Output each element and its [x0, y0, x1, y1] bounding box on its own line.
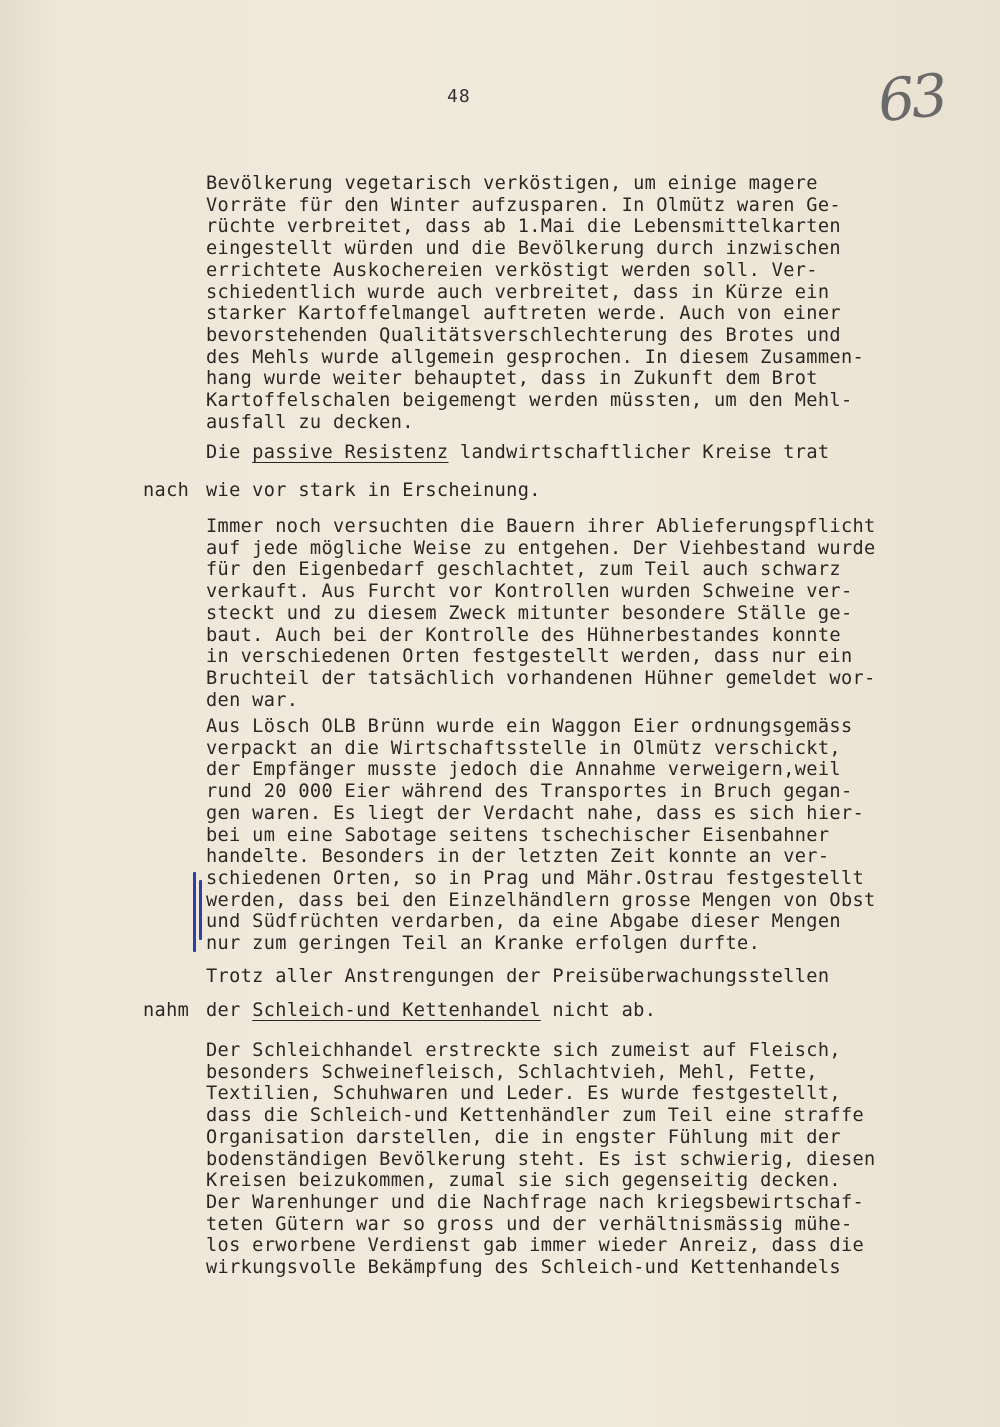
underlined-term: Schleich-und Kettenhandel	[252, 1000, 541, 1021]
outdented-word: nahm	[143, 1000, 190, 1021]
text-line: der Empfänger musste jedoch die Annahme verweigern,weil	[206, 759, 841, 781]
text-line: Kreisen beizukommen, zumal sie sich gegenseitig decken.	[206, 1170, 841, 1192]
text-line: Der Schleichhandel erstreckte sich zumeist auf Fleisch,	[206, 1040, 841, 1061]
text-line: dass die Schleich-und Kettenhändler zum Teil eine straffe	[206, 1105, 865, 1127]
heading-continuation: wie vor stark in Erscheinung.	[206, 480, 541, 501]
text-line: Kartoffelschalen beigemengt werden müssten, um den Mehl-	[206, 390, 853, 412]
paragraph-black-market-goods	[206, 1040, 946, 1279]
section-heading-black-market: Trotz aller Anstrengungen der Preisüberwachungsstellen	[206, 966, 830, 987]
text-line: bei um eine Sabotage seitens tschechischer Eisenbahner	[206, 824, 830, 846]
text-line: verpackt an die Wirtschaftsstelle in Olmütz verschickt,	[206, 737, 841, 759]
text-line: den war.	[206, 689, 299, 711]
heading-continuation	[206, 1000, 656, 1021]
text-line: teten Gütern war so gross und der verhältnismässig mühe-	[206, 1213, 853, 1235]
underlined-term: passive Resistenz	[252, 442, 449, 463]
paragraph-food-rumors	[206, 173, 946, 433]
section-heading-passive-resistance	[206, 442, 829, 463]
text-line: Bruchteil der tatsächlich vorhandenen Hühner gemeldet wor-	[206, 667, 876, 689]
text-line: nur zum geringen Teil an Kranke erfolgen durfte.	[206, 933, 761, 955]
text-line: rüchte verbreitet, dass ab 1.Mai die Lebensmittelkarten	[206, 216, 841, 238]
text-line: baut. Auch bei der Kontrolle des Hühnerbestandes konnte	[206, 624, 841, 646]
text-line: Immer noch versuchten die Bauern ihrer Ablieferungspflicht	[206, 516, 876, 537]
text-line: auf jede mögliche Weise zu entgehen. Der Viehbestand wurde	[206, 537, 876, 559]
text-line: bevorstehenden Qualitätsverschlechterung des Brotes und	[206, 324, 841, 346]
text-line: starker Kartoffelmangel auftreten werde. Auch von einer	[206, 303, 841, 325]
text-line: errichtete Auskochereien verköstigt werden soll. Ver-	[206, 259, 818, 281]
text-line: Der Warenhunger und die Nachfrage nach kriegsbewirtschaf-	[206, 1191, 865, 1213]
margin-pencil-mark	[199, 880, 202, 940]
text-line: steckt und zu diesem Zweck mitunter besondere Ställe ge-	[206, 602, 853, 624]
text-line: schiedentlich wurde auch verbreitet, dass in Kürze ein	[206, 281, 830, 303]
heading-text: landwirtschaftlicher Kreise trat	[448, 442, 830, 463]
text-line: Bevölkerung vegetarisch verköstigen, um einige magere	[206, 173, 818, 194]
margin-pencil-mark	[193, 872, 196, 952]
outdented-word: nach	[143, 480, 190, 501]
text-line: hang wurde weiter behauptet, dass in Zukunft dem Brot	[206, 368, 818, 390]
text-line: eingestellt würden und die Bevölkerung durch inzwischen	[206, 238, 841, 260]
text-line: und Südfrüchten verdarben, da eine Abgabe dieser Mengen	[206, 911, 841, 933]
heading-text: nicht ab.	[540, 1000, 657, 1021]
text-line: besonders Schweinefleisch, Schlachtvieh, Mehl, Fette,	[206, 1061, 818, 1083]
text-line: des Mehls wurde allgemein gesprochen. In diesem Zusammen-	[206, 346, 865, 368]
text-line: wirkungsvolle Bekämpfung des Schleich-und Kettenhandels	[206, 1257, 841, 1279]
text-line: verkauft. Aus Furcht vor Kontrollen wurden Schweine ver-	[206, 581, 853, 603]
text-line: Vorräte für den Winter aufzusparen. In Olmütz waren Ge-	[206, 194, 841, 216]
text-line: schiedenen Orten, so in Prag und Mähr.Ostrau festgestellt	[206, 867, 865, 889]
text-line: los erworbene Verdienst gab immer wieder Anreiz, dass die	[206, 1235, 865, 1257]
text-line: Textilien, Schuhwaren und Leder. Es wurde festgestellt,	[206, 1083, 841, 1105]
text-line: Aus Lösch OLB Brünn wurde ein Waggon Eier ordnungsgemäss	[206, 716, 853, 737]
text-line: handelte. Besonders in der letzten Zeit konnte an ver-	[206, 846, 830, 868]
heading-text: der	[206, 1000, 253, 1021]
text-line: gen waren. Es liegt der Verdacht nahe, dass es sich hier-	[206, 802, 865, 824]
text-line: ausfall zu decken.	[206, 411, 414, 433]
paragraph-farmers-evasion	[206, 516, 946, 711]
heading-text: Die	[206, 442, 253, 463]
handwritten-archive-number: 63	[874, 60, 948, 136]
text-line: werden, dass bei den Einzelhändlern grosse Mengen von Obst	[206, 889, 876, 911]
paragraph-egg-waggon	[206, 716, 946, 955]
text-line: Organisation darstellen, die in engster Fühlung mit der	[206, 1126, 841, 1148]
page-number: 48	[447, 86, 471, 107]
text-line: in verschiedenen Orten festgestellt werden, dass nur ein	[206, 646, 853, 668]
text-line: für den Eigenbedarf geschlachtet, zum Teil auch schwarz	[206, 559, 841, 581]
text-line: bodenständigen Bevölkerung steht. Es ist schwierig, diesen	[206, 1148, 876, 1170]
text-line: rund 20 000 Eier während des Transportes in Bruch gegan-	[206, 781, 853, 803]
